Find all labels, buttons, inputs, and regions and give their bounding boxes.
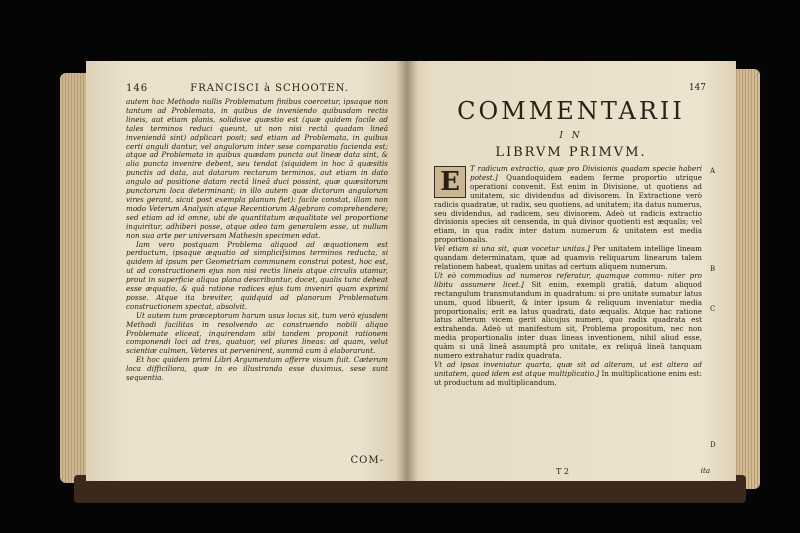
chapter-title: COMMENTARII — [457, 97, 685, 125]
commentary-text: Sit enim, exempli gratiâ, datum aliquod rectangulum transmutandum in quadratum: si pro unitate sumatur latus unum, quod libuerit, & inter ipsum & reliquum inveniatur media proportionalis; erit ea latus quadrati, dato æqualis. Atque hac ratione latus alterum vicem gerit alicujus numeri, quo radix quadrata est extrahenda. Adeò ut manifestum sit, Problema propositum, nec non media proportionalis inter duas lineas inventionem, nihil aliud esse, quàm si unâ lineâ assumptâ pro unitate, ex reliquâ lineâ tanquam numero extrahatur radix quadrata. — [434, 279, 702, 361]
left-catchword: COM- — [350, 455, 384, 466]
left-page-edges — [60, 73, 86, 483]
right-text-block — [434, 165, 702, 388]
open-book — [60, 55, 760, 503]
signature-mark: T 2 — [556, 467, 569, 476]
left-paragraph: Et hoc quidem primi Libri Argumentum afferre visum fuit. Cæterum loca difficiliora, quæ in eo illustranda esse duximus, sese sunt sequentia. — [126, 355, 388, 383]
left-paragraph: Ut autem tum præceptorum harum usus locus sit, tum verò ejusdem Methodi facilitas in resolvendo ac construendo nobili aliquo Problemate eliceat, inquirendam sibi tandem proponit rationem componendi loci ad tres, quatuor, vel plures lineas: ad quam, velut scientiæ culmen, Veteres ut pervenirent, summâ cum â elaborarunt. — [126, 310, 388, 356]
right-page — [406, 61, 736, 481]
drop-cap: E — [434, 166, 466, 198]
margin-letter-b: B — [710, 265, 716, 273]
commentary-paragraph — [434, 165, 702, 245]
left-paragraph: autem hac Methodo nullis Problematum finibus coercetur, ipsaque non tantum ad Problemata, in quibus de inveniendo quibusdam rectis lineis, aut etiam planis, solidisve quæstio est (quæ quidem facile ad tales terminos reduci queunt, ut non nisi rectâ quadam lineâ inveniendâ sint) adplicari posit; sed etiam ad Problemata, in quibus certi anguli dantur, vel angulorum inter sese comparatio facienda est; atque ad Problemata in quibus quædam puncta aut lineæ data sint, & alia puncta invenire debent, seu tendat (siquidem in hoc ã quæsitis punctis ad data, aut datarum rectarum terminos, aut etiam in dato angulo ad positione datam rectâ lineâ duci possint, quæ quæsitorum punctorum loca determinant; in illo autem quæ dictorum angulorum vires gerant, sicut post exempla planum fiet): facile constat, illam non modo Veterum Analysin atque Recentiorum Algebram comprehendere; sed etiam ad id omne, ubi de quantitatum æqualitate vel proportione inquiritur, adhiberi posse, atque adeo tam generalem esse, ut nullum non sua arte per universam Mathesin specimen edat. — [126, 97, 388, 240]
commentary-text: Quandoquidem eadem ferme proportio utrique operationi convenit. Est enim in Divisione, ut quotiens ad unitatem, sic dividendus ad divisorem. In Extractione verò radicis quadratæ, ut radix, seu quotiens, ad unitatem; ita datus numerus, seu dividendus, ad radicem, seu divisorem. Adeò ut radicis extractio divisionis species sit censenda, in quâ divisor quotienti est æqualis; vel etiam, in qua radix inter datum numerum & unitatem est media proportionalis. — [434, 172, 702, 245]
right-catchword: ita — [700, 467, 710, 475]
left-running-head — [126, 83, 386, 94]
left-page — [86, 61, 406, 481]
margin-letter-c: C — [710, 305, 716, 313]
title-in-word: I N — [559, 131, 583, 141]
book-gutter — [396, 61, 418, 481]
lemma: Ut eò commodius ad numeros referatur, quamque commu- niter pro libitu assumere licet.] — [434, 270, 702, 289]
right-page-edges — [736, 69, 760, 489]
margin-letter-d: D — [710, 441, 716, 449]
left-head-title: FRANCISCI à SCHOOTEN. — [190, 83, 349, 94]
commentary-paragraph — [434, 245, 702, 272]
left-paragraph: Iam vero postquam Problema aliquod ad æquationem est perductum, ipsaque æquatio ad simpliciſsimos terminos reducta, si quidem id ipsum per Geometriam communem construi potest, hoc est, ut ad constructionem ejus non nisi rectis lineis atque circulis utamur, prout in superficie aliqua plana describuntur, docet, qualis tunc debeat esse æquatio, & quâ ratione radices ejus tum inveniri quam exprimi posse. Atque ita breviter, quidquid ad planorum Problematum constructionem spectat, absolvit. — [126, 239, 388, 311]
commentary-text: Per unitatem intellige lineam quandam determinatam, quæ ad quamvis reliquarum linearum talem relationem habeat, qualem unitas ad certum aliquem numerum. — [434, 244, 703, 271]
commentary-text: In multiplicatione enim est: ut productum ad multiplicandum, — [434, 368, 702, 387]
chapter-subtitle: LIBRVM PRIMVM. — [495, 145, 647, 160]
lemma: T radicum extractio, quæ pro Divisionis quadam specie haberi potest.] — [470, 164, 702, 182]
lemma: Vel etiam si una sit, quæ vocetur unitas.] — [434, 244, 590, 254]
right-page-number: 147 — [688, 83, 706, 93]
left-text-block — [126, 98, 388, 383]
margin-letter-a: A — [710, 167, 716, 175]
lemma: Vt ad ipsas inveniatur quarta, quæ sit ad alteram, ut est altera ad unitatem, quod idem est atque multiplicatio.] — [434, 359, 702, 378]
left-page-number: 146 — [126, 83, 149, 94]
commentary-paragraph — [434, 361, 702, 388]
commentary-paragraph — [434, 272, 702, 361]
